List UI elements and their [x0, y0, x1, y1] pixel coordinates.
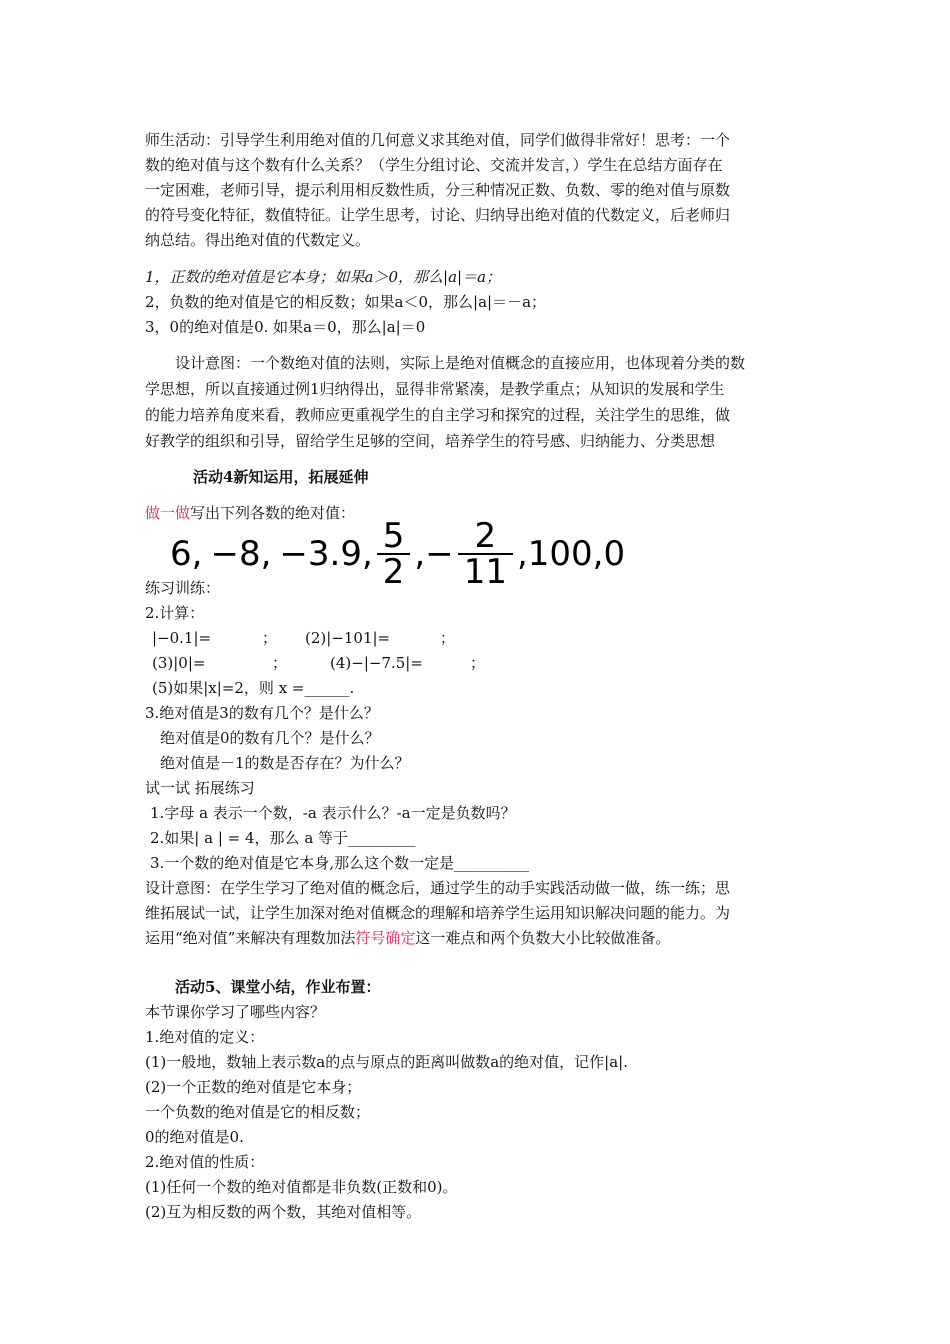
practice-title: 练习训练：	[145, 579, 221, 597]
summary-line-6: 0的绝对值是0.	[145, 1128, 244, 1146]
rule-2: 2，负数的绝对值是它的相反数；如果a＜0，那么|a|＝－a；	[145, 293, 547, 311]
practice-q2: 2.计算：	[145, 604, 205, 622]
calc-2b: ；	[440, 629, 456, 647]
summary-line-3: (1)一般地，数轴上表示数a的点与原点的距离叫做数a的绝对值，记作|a|.	[145, 1053, 628, 1071]
fraction-numerator: 5	[382, 516, 405, 556]
do-it-label: 做一做	[145, 504, 191, 522]
practice-q3c: 绝对值是－1的数是否存在？为什么？	[160, 754, 410, 772]
intro-line-3: 一定困难，老师引导，提示利用相反数性质，分三种情况正数、负数、零的绝对值与原数	[145, 181, 731, 199]
fraction-2-over-11	[458, 516, 513, 592]
try-it-item-1: 1.字母 a 表示一个数，-a 表示什么？-a一定是负数吗？	[150, 804, 516, 822]
fraction-denominator: 2	[382, 552, 405, 592]
intro-line-4: 的符号变化特征，数值特征。让学生思考，讨论、归纳导出绝对值的代数定义，后老师归	[145, 206, 731, 224]
calc-5: (5)如果|x|=2，则 x =______.	[152, 679, 355, 697]
design-intent-line-2: 学思想，所以直接通过例1归纳得出，显得非常紧凑，是教学重点；从知识的发展和学生	[145, 380, 725, 398]
intro-line-2: 数的绝对值与这个数有什么关系？（学生分组讨论、交流并发言，）学生在总结方面存在	[145, 156, 723, 174]
summary-line-2: 1.绝对值的定义：	[145, 1028, 265, 1046]
rule-1: 1，正数的绝对值是它本身；如果a＞0，那么|a|＝a；	[145, 268, 502, 286]
calc-2a: (2)|−101|=	[305, 629, 391, 647]
try-it-item-3: 3.一个数的绝对值是它本身,那么这个数一定是__________	[150, 854, 530, 872]
fraction-denominator: 11	[463, 552, 507, 592]
do-it-text: 写出下列各数的绝对值：	[190, 504, 356, 522]
design-intent-2-line-2: 维拓展试一试，让学生加深对绝对值概念的理解和培养学生运用知识解决问题的能力。为	[145, 904, 731, 922]
math-token-neg3-9: −3.9,	[279, 534, 373, 574]
practice-q3: 3.绝对值是3的数有几个？是什么？	[145, 704, 379, 722]
calc-1a: |−0.1|=	[152, 629, 212, 647]
rule-3: 3，0的绝对值是0. 如果a＝0，那么|a|＝0	[145, 318, 426, 336]
intro-line-1: 师生活动：引导学生利用绝对值的几何意义求其绝对值，同学们做得非常好！思考：一个	[145, 131, 731, 149]
design-intent-2-text-a: 运用“绝对值”来解决有理数加法	[145, 929, 356, 947]
intro-line-5: 纳总结。得出绝对值的代数定义。	[145, 231, 371, 249]
design-intent-line-4: 好教学的组织和引导，留给学生足够的空间，培养学生的符号感、归纳能力、分类思想	[145, 432, 716, 450]
practice-q3b: 绝对值是0的数有几个？是什么？	[160, 729, 380, 747]
design-intent-2-line-3	[145, 928, 670, 948]
summary-line-8: (1)任何一个数的绝对值都是非负数(正数和0)。	[145, 1178, 458, 1196]
design-intent-2-line-1: 设计意图：在学生学习了绝对值的概念后，通过学生的动手实践活动做一做，练一练；思	[145, 879, 731, 897]
calc-1b: ；	[262, 629, 278, 647]
summary-line-7: 2.绝对值的性质：	[145, 1153, 265, 1171]
activity-5-heading: 活动5、课堂小结，作业布置：	[175, 978, 381, 996]
math-token-6: 6,	[170, 534, 203, 574]
summary-line-9: (2)互为相反数的两个数，其绝对值相等。	[145, 1203, 422, 1221]
summary-line-4: (2)一个正数的绝对值是它本身；	[145, 1078, 362, 1096]
calc-4a: (4)−|−7.5|=	[330, 654, 423, 672]
calc-3b: ；	[272, 654, 288, 672]
highlight-sign-determination: 符号确定	[355, 929, 416, 947]
design-intent-2-text-b: 这一难点和两个负数大小比较做准备。	[415, 929, 671, 947]
calc-4b: ；	[470, 654, 486, 672]
math-token-comma-minus: ,−	[414, 534, 454, 574]
math-token-neg8: −8,	[210, 534, 272, 574]
design-intent-line-3: 的能力培养角度来看，教师应更重视学生的自主学习和探究的过程，关注学生的思维，做	[145, 406, 731, 424]
summary-line-5: 一个负数的绝对值是它的相反数；	[145, 1103, 371, 1121]
activity-4-heading: 活动4新知运用，拓展延伸	[193, 468, 369, 486]
design-intent-line-1: 设计意图：一个数绝对值的法则，实际上是绝对值概念的直接应用，也体现着分类的数	[175, 354, 746, 372]
math-token-100-0: ,100,0	[516, 534, 626, 574]
summary-line-1: 本节课你学习了哪些内容？	[145, 1003, 326, 1021]
try-it-item-2: 2.如果| a | = 4，那么 a 等于_________	[150, 829, 416, 847]
fraction-numerator: 2	[474, 516, 497, 556]
try-it-title: 试一试 拓展练习	[145, 779, 255, 797]
number-list-expression	[170, 518, 625, 590]
fraction-5-over-2	[377, 516, 411, 592]
calc-3a: (3)|0|=	[152, 654, 206, 672]
